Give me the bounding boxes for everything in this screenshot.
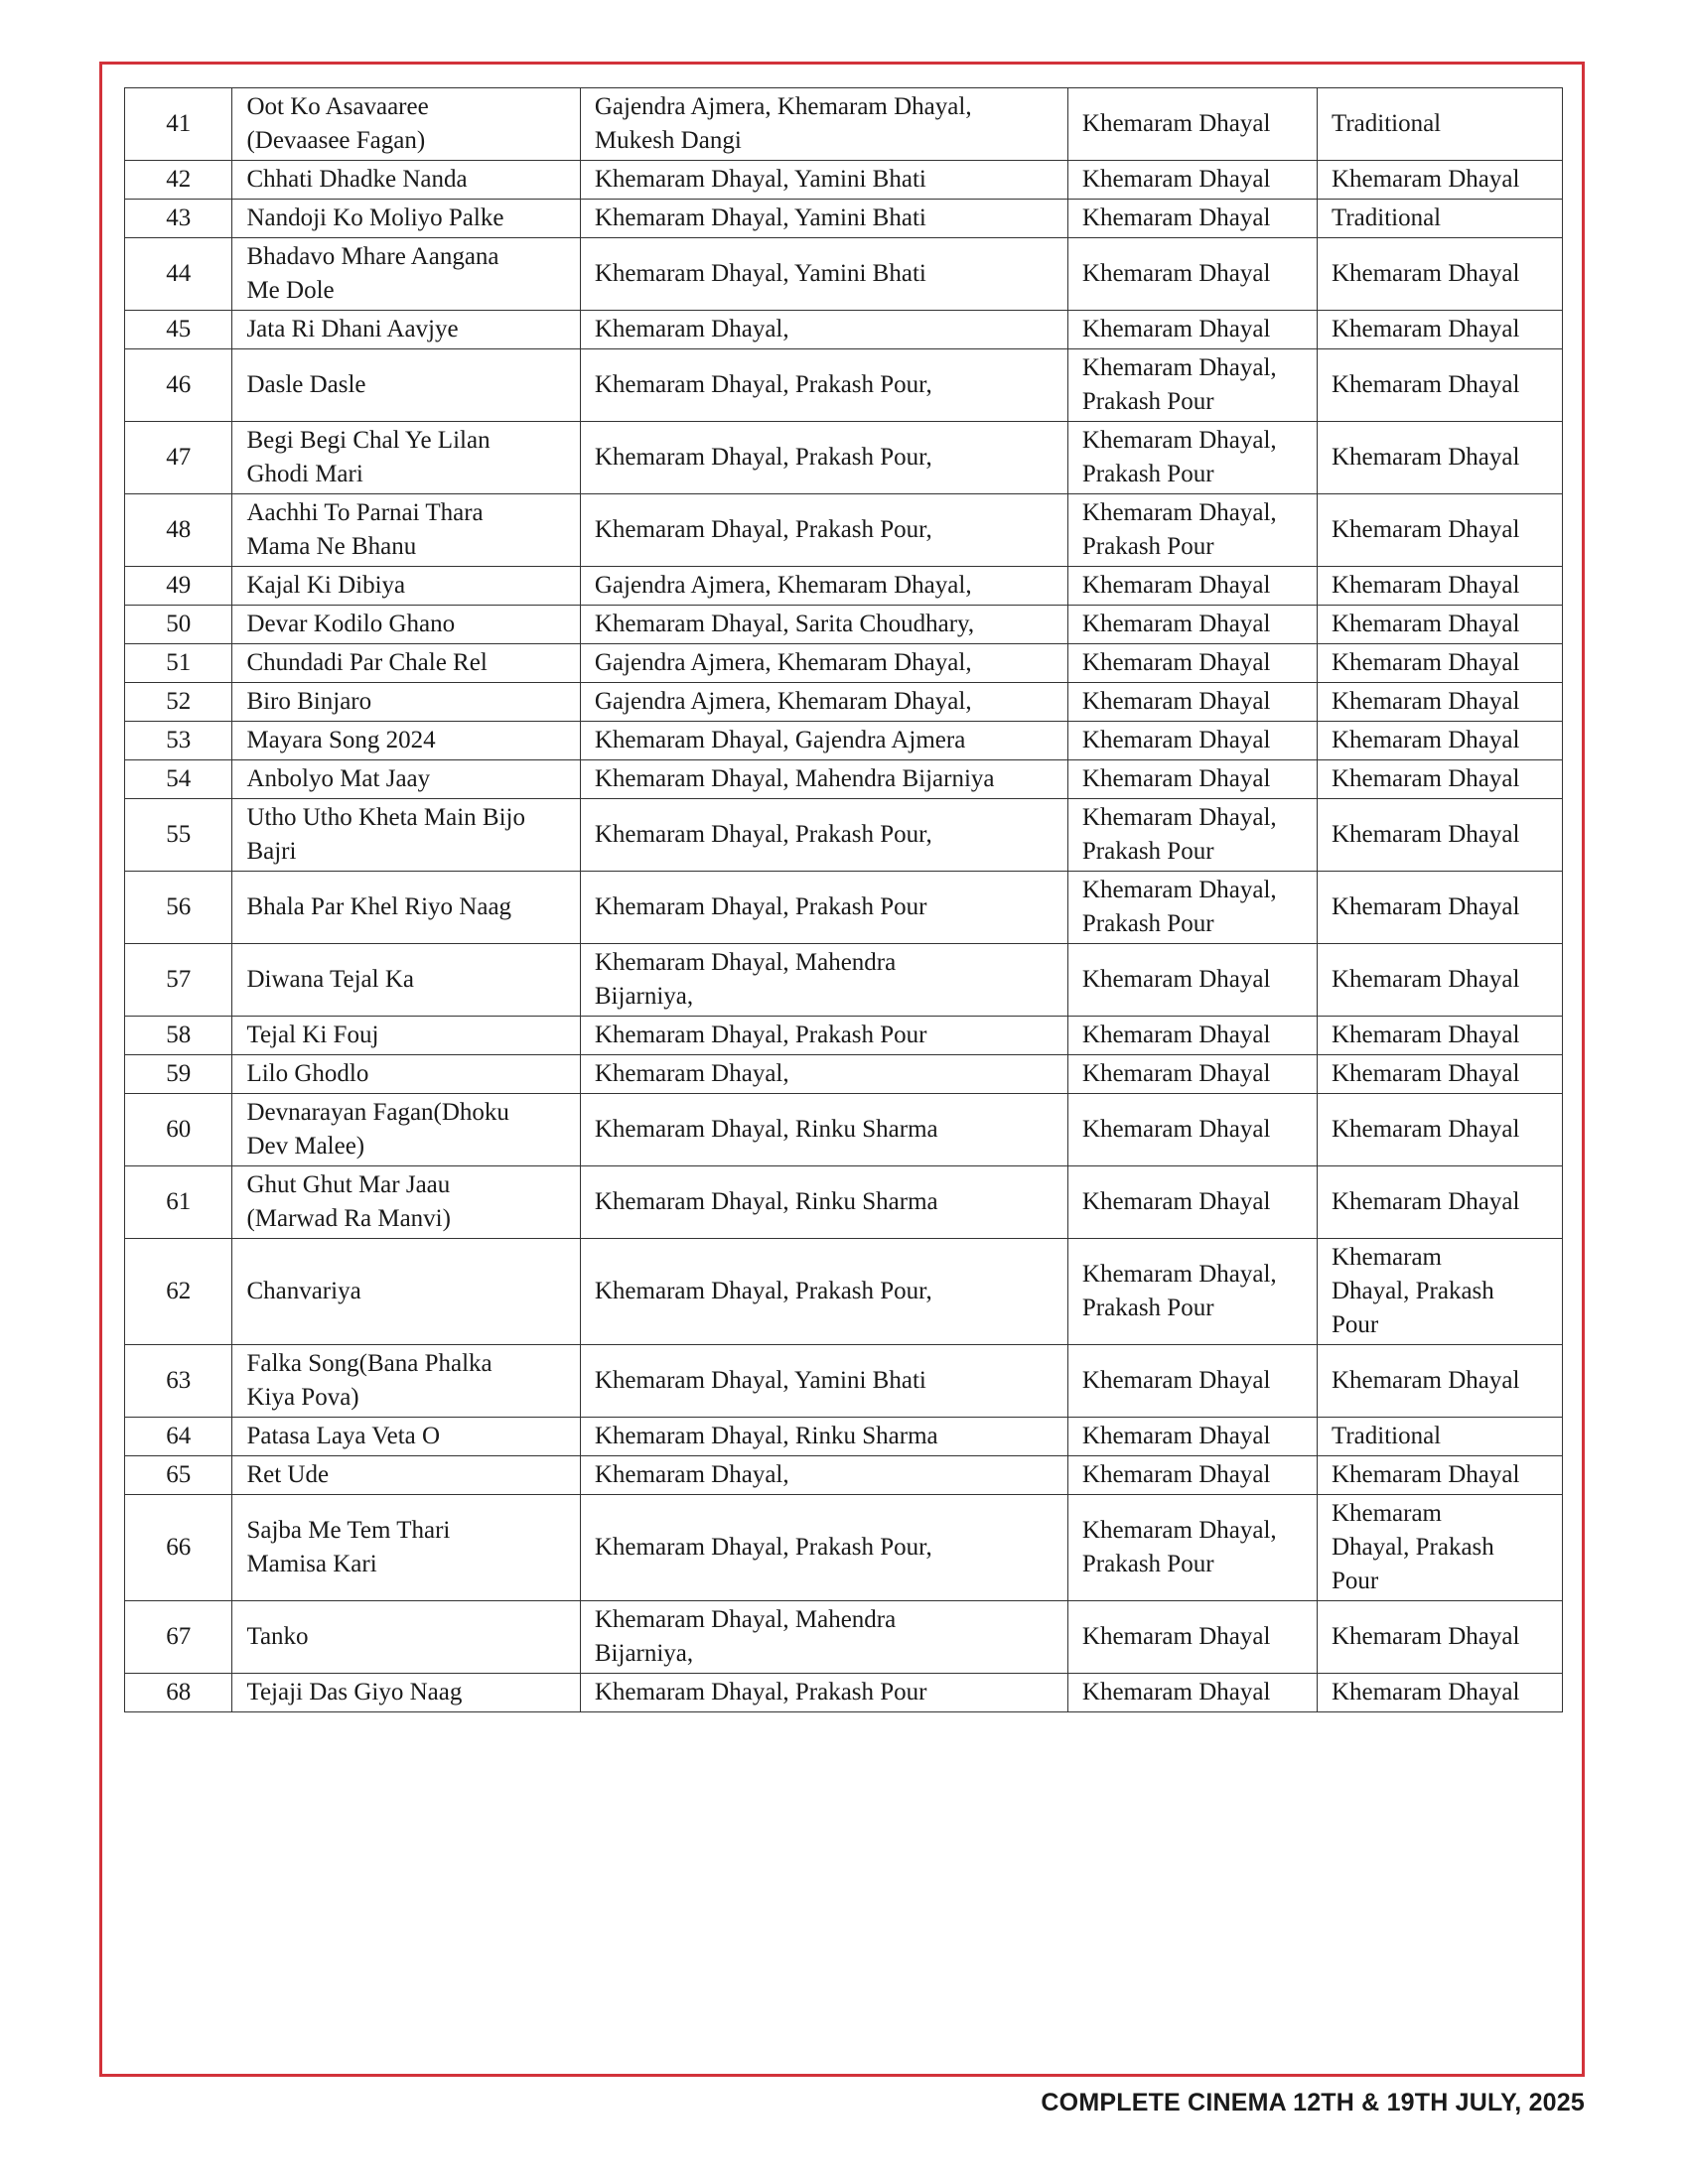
song-title: Devar Kodilo Ghano — [232, 606, 580, 644]
song-singers: Gajendra Ajmera, Khemaram Dhayal, — [580, 683, 1067, 722]
page-footer: COMPLETE CINEMA 12TH & 19TH JULY, 2025 — [1041, 2089, 1585, 2116]
song-number: 47 — [125, 422, 232, 494]
song-singers: Khemaram Dhayal, Rinku Sharma — [580, 1166, 1067, 1239]
song-music: Khemaram Dhayal — [1067, 1601, 1317, 1674]
song-lyrics: Khemaram Dhayal — [1317, 1456, 1562, 1495]
song-singers: Khemaram Dhayal, Rinku Sharma — [580, 1094, 1067, 1166]
song-singers: Khemaram Dhayal, Prakash Pour, — [580, 1495, 1067, 1601]
song-lyrics: Traditional — [1317, 88, 1562, 161]
table-row — [125, 1239, 1563, 1345]
song-title: Nandoji Ko Moliyo Palke — [232, 200, 580, 238]
song-music: Khemaram Dhayal — [1067, 606, 1317, 644]
song-singers: Khemaram Dhayal, Prakash Pour — [580, 872, 1067, 944]
song-lyrics: Traditional — [1317, 1418, 1562, 1456]
song-music: Khemaram Dhayal — [1067, 683, 1317, 722]
table-row — [125, 722, 1563, 760]
song-title: Falka Song(Bana Phalka Kiya Pova) — [232, 1345, 580, 1418]
song-music: Khemaram Dhayal — [1067, 1674, 1317, 1712]
table-row — [125, 1017, 1563, 1055]
song-lyrics: Khemaram Dhayal — [1317, 1055, 1562, 1094]
song-lyrics: Khemaram Dhayal — [1317, 238, 1562, 311]
song-title: Oot Ko Asavaaree (Devaasee Fagan) — [232, 88, 580, 161]
song-lyrics: Khemaram Dhayal — [1317, 1345, 1562, 1418]
table-row — [125, 349, 1563, 422]
song-title: Aachhi To Parnai Thara Mama Ne Bhanu — [232, 494, 580, 567]
song-lyrics: Khemaram Dhayal — [1317, 311, 1562, 349]
song-music: Khemaram Dhayal — [1067, 1456, 1317, 1495]
song-lyrics: Khemaram Dhayal — [1317, 799, 1562, 872]
table-row — [125, 1166, 1563, 1239]
song-music: Khemaram Dhayal, Prakash Pour — [1067, 1239, 1317, 1345]
song-lyrics: Khemaram Dhayal, Prakash Pour — [1317, 1239, 1562, 1345]
song-title: Dasle Dasle — [232, 349, 580, 422]
song-music: Khemaram Dhayal, Prakash Pour — [1067, 494, 1317, 567]
song-number: 53 — [125, 722, 232, 760]
table-row — [125, 644, 1563, 683]
songs-table — [124, 87, 1563, 1712]
table-row — [125, 1418, 1563, 1456]
song-singers: Khemaram Dhayal, Mahendra Bijarniya — [580, 760, 1067, 799]
song-title: Utho Utho Kheta Main Bijo Bajri — [232, 799, 580, 872]
song-singers: Khemaram Dhayal, Gajendra Ajmera — [580, 722, 1067, 760]
song-number: 46 — [125, 349, 232, 422]
song-title: Kajal Ki Dibiya — [232, 567, 580, 606]
song-singers: Khemaram Dhayal, Prakash Pour — [580, 1017, 1067, 1055]
song-title: Tanko — [232, 1601, 580, 1674]
song-number: 59 — [125, 1055, 232, 1094]
table-row — [125, 1456, 1563, 1495]
song-title: Tejal Ki Fouj — [232, 1017, 580, 1055]
song-number: 52 — [125, 683, 232, 722]
song-lyrics: Khemaram Dhayal — [1317, 644, 1562, 683]
song-title: Mayara Song 2024 — [232, 722, 580, 760]
song-title: Bhadavo Mhare Aangana Me Dole — [232, 238, 580, 311]
song-title: Sajba Me Tem Thari Mamisa Kari — [232, 1495, 580, 1601]
table-row — [125, 944, 1563, 1017]
song-music: Khemaram Dhayal, Prakash Pour — [1067, 799, 1317, 872]
table-row — [125, 311, 1563, 349]
song-singers: Khemaram Dhayal, Mahendra Bijarniya, — [580, 944, 1067, 1017]
song-title: Patasa Laya Veta O — [232, 1418, 580, 1456]
song-title: Devnarayan Fagan(Dhoku Dev Malee) — [232, 1094, 580, 1166]
table-row — [125, 799, 1563, 872]
song-music: Khemaram Dhayal, Prakash Pour — [1067, 422, 1317, 494]
song-singers: Khemaram Dhayal, — [580, 311, 1067, 349]
song-number: 56 — [125, 872, 232, 944]
table-row — [125, 494, 1563, 567]
song-number: 43 — [125, 200, 232, 238]
song-singers: Khemaram Dhayal, Prakash Pour, — [580, 799, 1067, 872]
song-music: Khemaram Dhayal — [1067, 1094, 1317, 1166]
song-music: Khemaram Dhayal — [1067, 1345, 1317, 1418]
song-lyrics: Khemaram Dhayal — [1317, 722, 1562, 760]
song-title: Diwana Tejal Ka — [232, 944, 580, 1017]
song-title: Bhala Par Khel Riyo Naag — [232, 872, 580, 944]
song-singers: Khemaram Dhayal, Rinku Sharma — [580, 1418, 1067, 1456]
song-title: Chhati Dhadke Nanda — [232, 161, 580, 200]
song-music: Khemaram Dhayal — [1067, 722, 1317, 760]
song-music: Khemaram Dhayal — [1067, 1017, 1317, 1055]
song-music: Khemaram Dhayal — [1067, 644, 1317, 683]
song-singers: Khemaram Dhayal, Yamini Bhati — [580, 161, 1067, 200]
song-title: Begi Begi Chal Ye Lilan Ghodi Mari — [232, 422, 580, 494]
song-singers: Khemaram Dhayal, Yamini Bhati — [580, 200, 1067, 238]
song-singers: Khemaram Dhayal, Prakash Pour, — [580, 422, 1067, 494]
table-row — [125, 422, 1563, 494]
song-singers: Khemaram Dhayal, Prakash Pour, — [580, 494, 1067, 567]
song-lyrics: Khemaram Dhayal — [1317, 872, 1562, 944]
song-lyrics: Khemaram Dhayal — [1317, 1094, 1562, 1166]
table-row — [125, 1094, 1563, 1166]
song-number: 61 — [125, 1166, 232, 1239]
songs-table-body — [125, 88, 1563, 1712]
song-lyrics: Khemaram Dhayal — [1317, 1166, 1562, 1239]
song-number: 58 — [125, 1017, 232, 1055]
song-title: Biro Binjaro — [232, 683, 580, 722]
song-music: Khemaram Dhayal, Prakash Pour — [1067, 349, 1317, 422]
song-number: 51 — [125, 644, 232, 683]
table-row — [125, 606, 1563, 644]
song-music: Khemaram Dhayal — [1067, 944, 1317, 1017]
song-number: 62 — [125, 1239, 232, 1345]
table-row — [125, 238, 1563, 311]
song-music: Khemaram Dhayal — [1067, 200, 1317, 238]
table-row — [125, 161, 1563, 200]
song-number: 55 — [125, 799, 232, 872]
song-lyrics: Khemaram Dhayal — [1317, 349, 1562, 422]
song-number: 45 — [125, 311, 232, 349]
song-title: Chanvariya — [232, 1239, 580, 1345]
song-music: Khemaram Dhayal — [1067, 161, 1317, 200]
song-title: Tejaji Das Giyo Naag — [232, 1674, 580, 1712]
song-singers: Khemaram Dhayal, Yamini Bhati — [580, 238, 1067, 311]
song-music: Khemaram Dhayal — [1067, 760, 1317, 799]
song-number: 60 — [125, 1094, 232, 1166]
song-singers: Khemaram Dhayal, Prakash Pour — [580, 1674, 1067, 1712]
table-row — [125, 200, 1563, 238]
table-row — [125, 872, 1563, 944]
song-number: 41 — [125, 88, 232, 161]
song-number: 64 — [125, 1418, 232, 1456]
song-number: 44 — [125, 238, 232, 311]
song-lyrics: Khemaram Dhayal — [1317, 1601, 1562, 1674]
table-row — [125, 88, 1563, 161]
song-singers: Gajendra Ajmera, Khemaram Dhayal, Mukesh Dangi — [580, 88, 1067, 161]
song-title: Ghut Ghut Mar Jaau (Marwad Ra Manvi) — [232, 1166, 580, 1239]
song-number: 50 — [125, 606, 232, 644]
song-singers: Khemaram Dhayal, — [580, 1055, 1067, 1094]
song-singers: Gajendra Ajmera, Khemaram Dhayal, — [580, 644, 1067, 683]
song-number: 67 — [125, 1601, 232, 1674]
song-singers: Khemaram Dhayal, Mahendra Bijarniya, — [580, 1601, 1067, 1674]
song-singers: Khemaram Dhayal, Prakash Pour, — [580, 1239, 1067, 1345]
song-lyrics: Khemaram Dhayal, Prakash Pour — [1317, 1495, 1562, 1601]
song-music: Khemaram Dhayal — [1067, 1418, 1317, 1456]
song-lyrics: Khemaram Dhayal — [1317, 422, 1562, 494]
song-number: 68 — [125, 1674, 232, 1712]
song-music: Khemaram Dhayal — [1067, 238, 1317, 311]
song-singers: Khemaram Dhayal, — [580, 1456, 1067, 1495]
song-number: 63 — [125, 1345, 232, 1418]
song-singers: Khemaram Dhayal, Yamini Bhati — [580, 1345, 1067, 1418]
song-music: Khemaram Dhayal, Prakash Pour — [1067, 1495, 1317, 1601]
song-music: Khemaram Dhayal — [1067, 88, 1317, 161]
song-number: 54 — [125, 760, 232, 799]
song-lyrics: Khemaram Dhayal — [1317, 760, 1562, 799]
song-lyrics: Khemaram Dhayal — [1317, 161, 1562, 200]
song-lyrics: Khemaram Dhayal — [1317, 567, 1562, 606]
song-number: 57 — [125, 944, 232, 1017]
song-number: 48 — [125, 494, 232, 567]
table-row — [125, 1674, 1563, 1712]
table-row — [125, 567, 1563, 606]
song-singers: Gajendra Ajmera, Khemaram Dhayal, — [580, 567, 1067, 606]
song-number: 42 — [125, 161, 232, 200]
song-lyrics: Khemaram Dhayal — [1317, 944, 1562, 1017]
song-lyrics: Khemaram Dhayal — [1317, 606, 1562, 644]
song-music: Khemaram Dhayal, Prakash Pour — [1067, 872, 1317, 944]
song-number: 66 — [125, 1495, 232, 1601]
song-lyrics: Khemaram Dhayal — [1317, 1017, 1562, 1055]
song-music: Khemaram Dhayal — [1067, 1055, 1317, 1094]
song-lyrics: Traditional — [1317, 200, 1562, 238]
song-music: Khemaram Dhayal — [1067, 567, 1317, 606]
table-row — [125, 1345, 1563, 1418]
song-title: Jata Ri Dhani Aavjye — [232, 311, 580, 349]
song-title: Anbolyo Mat Jaay — [232, 760, 580, 799]
song-lyrics: Khemaram Dhayal — [1317, 1674, 1562, 1712]
song-singers: Khemaram Dhayal, Prakash Pour, — [580, 349, 1067, 422]
song-number: 49 — [125, 567, 232, 606]
song-lyrics: Khemaram Dhayal — [1317, 494, 1562, 567]
song-title: Lilo Ghodlo — [232, 1055, 580, 1094]
song-title: Chundadi Par Chale Rel — [232, 644, 580, 683]
song-title: Ret Ude — [232, 1456, 580, 1495]
table-row — [125, 1495, 1563, 1601]
song-number: 65 — [125, 1456, 232, 1495]
song-singers: Khemaram Dhayal, Sarita Choudhary, — [580, 606, 1067, 644]
table-row — [125, 683, 1563, 722]
table-row — [125, 1055, 1563, 1094]
table-row — [125, 760, 1563, 799]
song-music: Khemaram Dhayal — [1067, 1166, 1317, 1239]
table-row — [125, 1601, 1563, 1674]
song-lyrics: Khemaram Dhayal — [1317, 683, 1562, 722]
song-music: Khemaram Dhayal — [1067, 311, 1317, 349]
